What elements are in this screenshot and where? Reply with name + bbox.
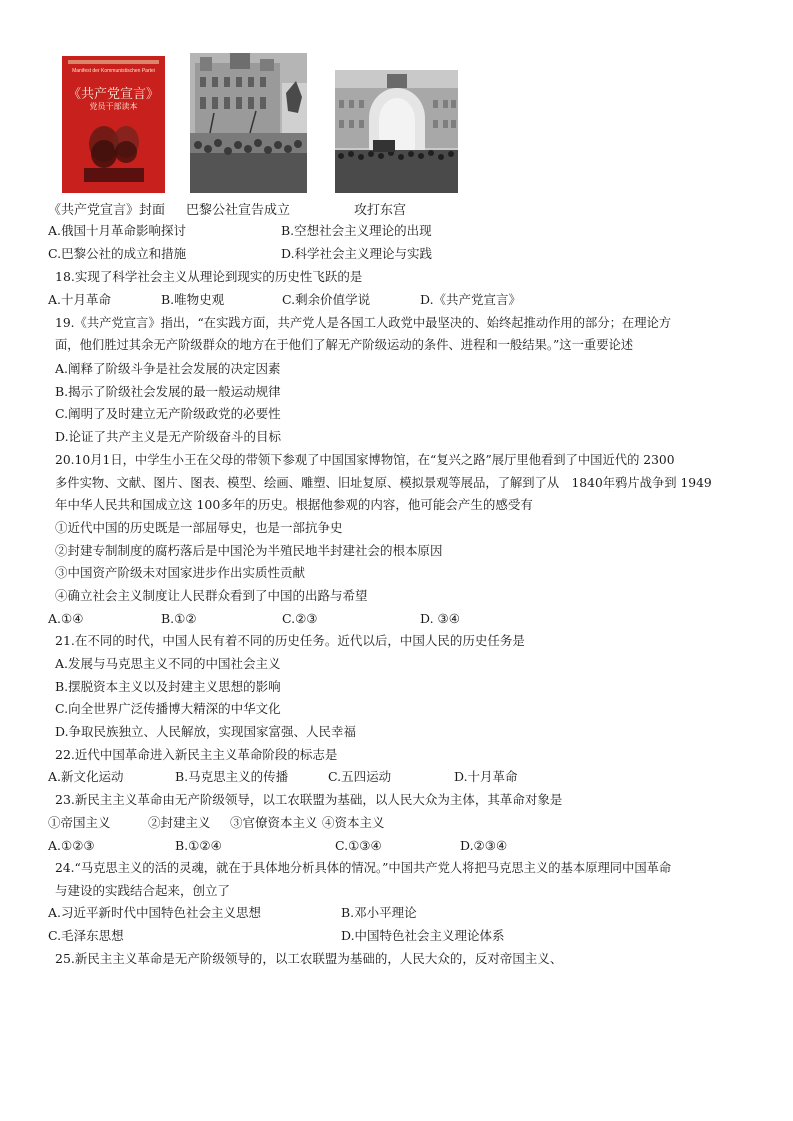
q19-option-b: B.揭示了阶级社会发展的最一般运动规律: [55, 384, 281, 399]
paris-commune-image: [190, 53, 307, 193]
q17-option-b: B.空想社会主义理论的出现: [281, 223, 432, 238]
cover-subtitle: 党员干部读本: [89, 102, 138, 111]
manifesto-cover-image: [62, 56, 165, 193]
q18-stem: 18.实现了科学社会主义从理论到现实的历史性飞跃的是: [55, 269, 363, 284]
q23-item-4: ④资本主义: [322, 815, 385, 830]
q21-option-d: D.争取民族独立、人民解放，实现国家富强、人民幸福: [55, 724, 357, 739]
q20-option-b: B.①②: [161, 611, 197, 626]
q24-stem-line2: 与建设的实践结合起来，创立了: [55, 883, 231, 898]
q19-option-c: C.阐明了及时建立无产阶级政党的必要性: [55, 406, 281, 421]
q21-option-a: A.发展与马克思主义不同的中国社会主义: [55, 656, 281, 671]
caption-manifesto-cover: 《共产党宣言》封面: [48, 203, 166, 218]
q23-item-1: ①帝国主义: [48, 815, 111, 830]
q25-stem: 25.新民主主义革命是无产阶级领导的，以工农联盟为基础的，人民大众的，反对帝国主义、: [55, 951, 563, 966]
winter-palace-photo-icon: [335, 70, 458, 193]
storming-winter-palace-image: [335, 70, 458, 193]
q20-stem-line1: 20.10月1日，中学生小王在父母的带领下参观了中国国家博物馆，在“复兴之路”展厅里他看到了中国近代的 2300: [55, 453, 675, 467]
q22-option-b: B.马克思主义的传播: [175, 769, 289, 784]
q18-option-c: C.剩余价值学说: [282, 292, 371, 307]
q23-option-b: B.①②④: [175, 838, 222, 853]
q17-option-c: C.巴黎公社的成立和措施: [48, 246, 187, 261]
caption-winter-palace: 攻打东宫: [354, 203, 407, 218]
q23-stem: 23.新民主主义革命由无产阶级领导，以工农联盟为基础，以人民大众为主体，其革命对象是: [55, 792, 563, 807]
q22-option-a: A.新文化运动: [48, 769, 124, 784]
q20-option-d: D. ③④: [420, 611, 460, 626]
q22-option-d: D.十月革命: [454, 769, 518, 784]
q18-option-d: D.《共产党宣言》: [420, 292, 522, 307]
q24-stem-line1: 24.“马克思主义的活的灵魂，就在于具体地分析具体的情况。”中国共产党人将把马克思主义的基本原理同中国革命: [55, 861, 672, 875]
q24-option-b: B.邓小平理论: [341, 905, 417, 920]
q20-item-1: ①近代中国的历史既是一部屈辱史，也是一部抗争史: [55, 520, 343, 535]
q24-option-a: A.习近平新时代中国特色社会主义思想: [48, 905, 262, 920]
q22-stem: 22.近代中国革命进入新民主主义革命阶段的标志是: [55, 747, 338, 762]
caption-paris-commune: 巴黎公社宣告成立: [186, 203, 291, 218]
q20-stem-line3: 年中华人民共和国成立这 100多年的历史。根据他参观的内容，他可能会产生的感受有: [55, 497, 533, 512]
q23-item-3: ③官僚资本主义: [230, 815, 318, 830]
q19-stem-line1: 19.《共产党宣言》指出，“在实践方面，共产党人是各国工人政党中最坚决的、始终起推动作用的部分；在理论方: [55, 316, 672, 330]
q20-stem-line2: 多件实物、文献、图片、图表、模型、绘画、雕塑、旧址复原、模拟景观等展品，了解到了从 1840年鸦片战争到 1949: [55, 476, 712, 490]
q19-option-a: A.阐释了阶级斗争是社会发展的决定因素: [55, 361, 281, 376]
q20-item-2: ②封建专制制度的腐朽落后是中国沦为半殖民地半封建社会的根本原因: [55, 543, 443, 558]
cover-main-title: 《共产党宣言》: [67, 87, 159, 102]
q20-option-a: A.①④: [48, 611, 84, 626]
q18-option-b: B.唯物史观: [161, 292, 225, 307]
cover-small-title: Manifest der Kommunistischen Partei: [72, 68, 155, 74]
q17-option-d: D.科学社会主义理论与实践: [281, 246, 433, 261]
paris-commune-engraving-icon: [190, 53, 307, 193]
q21-stem: 21.在不同的时代，中国人民有着不同的历史任务。近代以后，中国人民的历史任务是: [55, 633, 525, 648]
q21-option-b: B.摆脱资本主义以及封建主义思想的影响: [55, 679, 281, 694]
q22-option-c: C.五四运动: [328, 769, 392, 784]
q21-option-c: C.向全世界广泛传播博大精深的中华文化: [55, 701, 281, 716]
q24-option-c: C.毛泽东思想: [48, 928, 124, 943]
q23-option-c: C.①③④: [335, 838, 382, 853]
marx-engels-portrait-icon: [80, 118, 148, 182]
q23-option-d: D.②③④: [460, 838, 508, 853]
q20-item-3: ③中国资产阶级未对国家进步作出实质性贡献: [55, 565, 306, 580]
q20-option-c: C.②③: [282, 611, 318, 626]
q23-item-2: ②封建主义: [148, 815, 211, 830]
q19-stem-line2: 面，他们胜过其余无产阶级群众的地方在于他们了解无产阶级运动的条件、进程和一般结果。”这一重要论述: [55, 338, 634, 352]
q19-option-d: D.论证了共产主义是无产阶级奋斗的目标: [55, 429, 282, 444]
q20-item-4: ④确立社会主义制度让人民群众看到了中国的出路与希望: [55, 588, 368, 603]
q17-option-a: A.俄国十月革命影响探讨: [48, 223, 187, 238]
q18-option-a: A.十月革命: [48, 292, 112, 307]
q23-option-a: A.①②③: [48, 838, 95, 853]
q24-option-d: D.中国特色社会主义理论体系: [341, 928, 505, 943]
